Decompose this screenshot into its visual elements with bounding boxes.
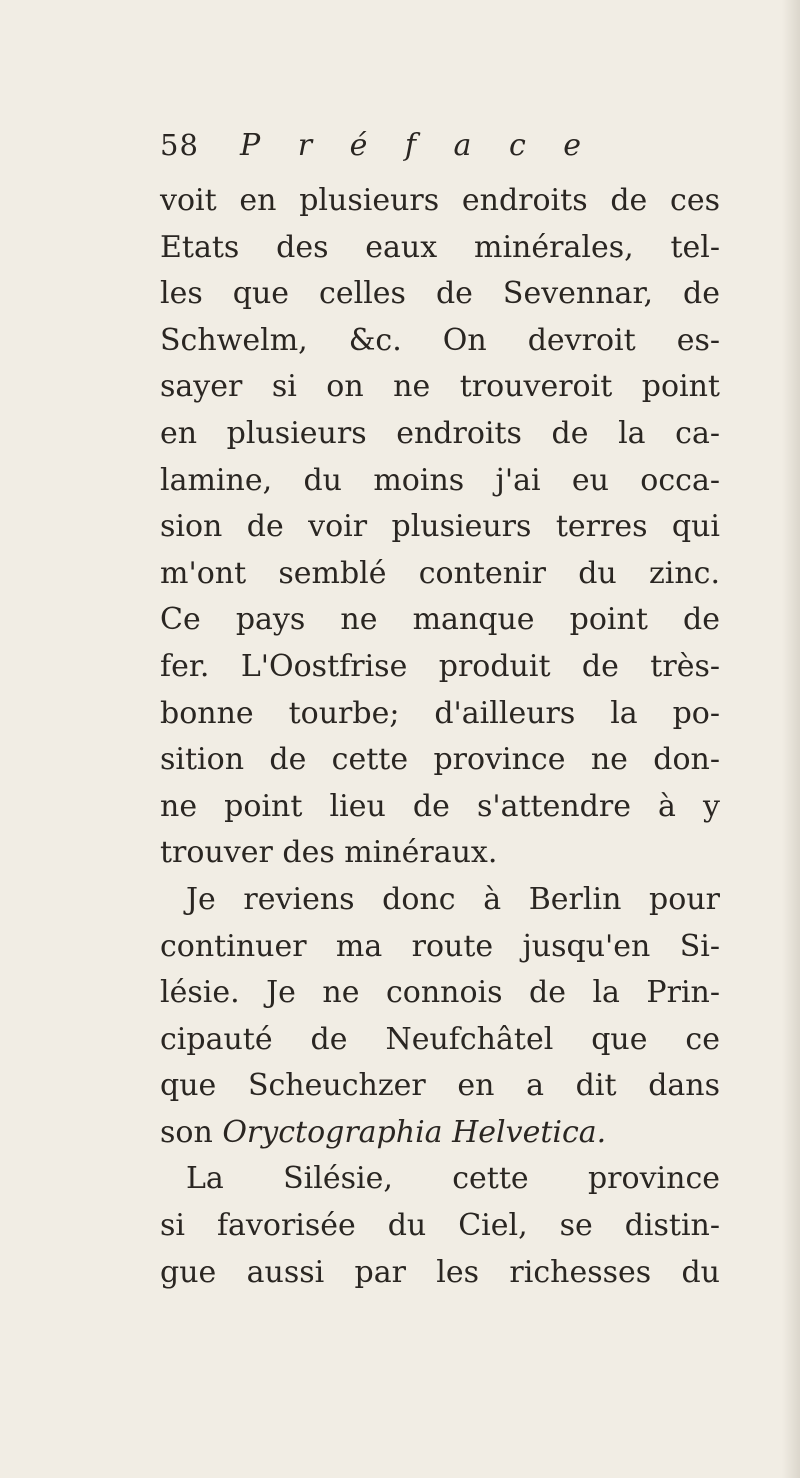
text-line: cipauté de Neufchâtel que ce xyxy=(160,1021,720,1057)
text-line: sion de voir plusieurs terres qui xyxy=(160,509,720,545)
book-page xyxy=(160,128,720,1296)
text-fragment: son xyxy=(160,1114,213,1150)
text-line: lésie. Je ne connois de la Prin- xyxy=(160,975,720,1011)
text-line: ne point lieu de s'attendre à y xyxy=(160,788,720,824)
text-line xyxy=(160,1110,720,1157)
text-line: les que celles de Sevennar, de xyxy=(160,276,720,312)
text-line: si favorisée du Ciel, se distin- xyxy=(160,1208,720,1244)
text-line: voit en plusieurs endroits de ces xyxy=(160,183,720,218)
text-line: m'ont semblé contenir du zinc. xyxy=(160,555,720,591)
text-line: sayer si on ne trouveroit point xyxy=(160,369,720,405)
body-text xyxy=(160,178,720,1296)
text-line: sition de cette province ne don- xyxy=(160,742,720,778)
text-line: trouver des minéraux. xyxy=(160,835,498,871)
running-head xyxy=(160,128,720,172)
text-line: Ce pays ne manque point de xyxy=(160,602,720,638)
page-edge-shadow xyxy=(782,0,800,1478)
text-line: La Silésie, cette province xyxy=(186,1161,720,1197)
text-line: lamine, du moins j'ai eu occa- xyxy=(160,462,720,498)
text-line: fer. L'Oostfrise produit de très- xyxy=(160,648,720,684)
text-line: gue aussi par les richesses du xyxy=(160,1254,720,1290)
text-line: continuer ma route jusqu'en Si- xyxy=(160,928,720,964)
text-line: en plusieurs endroits de la ca- xyxy=(160,415,720,451)
page-number: 58 xyxy=(160,128,199,162)
text-line: Je reviens donc à Berlin pour xyxy=(186,881,720,917)
running-head-title: P r é f a c e xyxy=(240,128,596,163)
text-line: Schwelm, &c. On devroit es- xyxy=(160,322,720,358)
text-line: Etats des eaux minérales, tel- xyxy=(160,229,720,265)
book-title: Oryctographia Helvetica. xyxy=(222,1114,607,1150)
text-line: que Scheuchzer en a dit dans xyxy=(160,1068,720,1104)
text-line: bonne tourbe; d'ailleurs la po- xyxy=(160,695,720,731)
